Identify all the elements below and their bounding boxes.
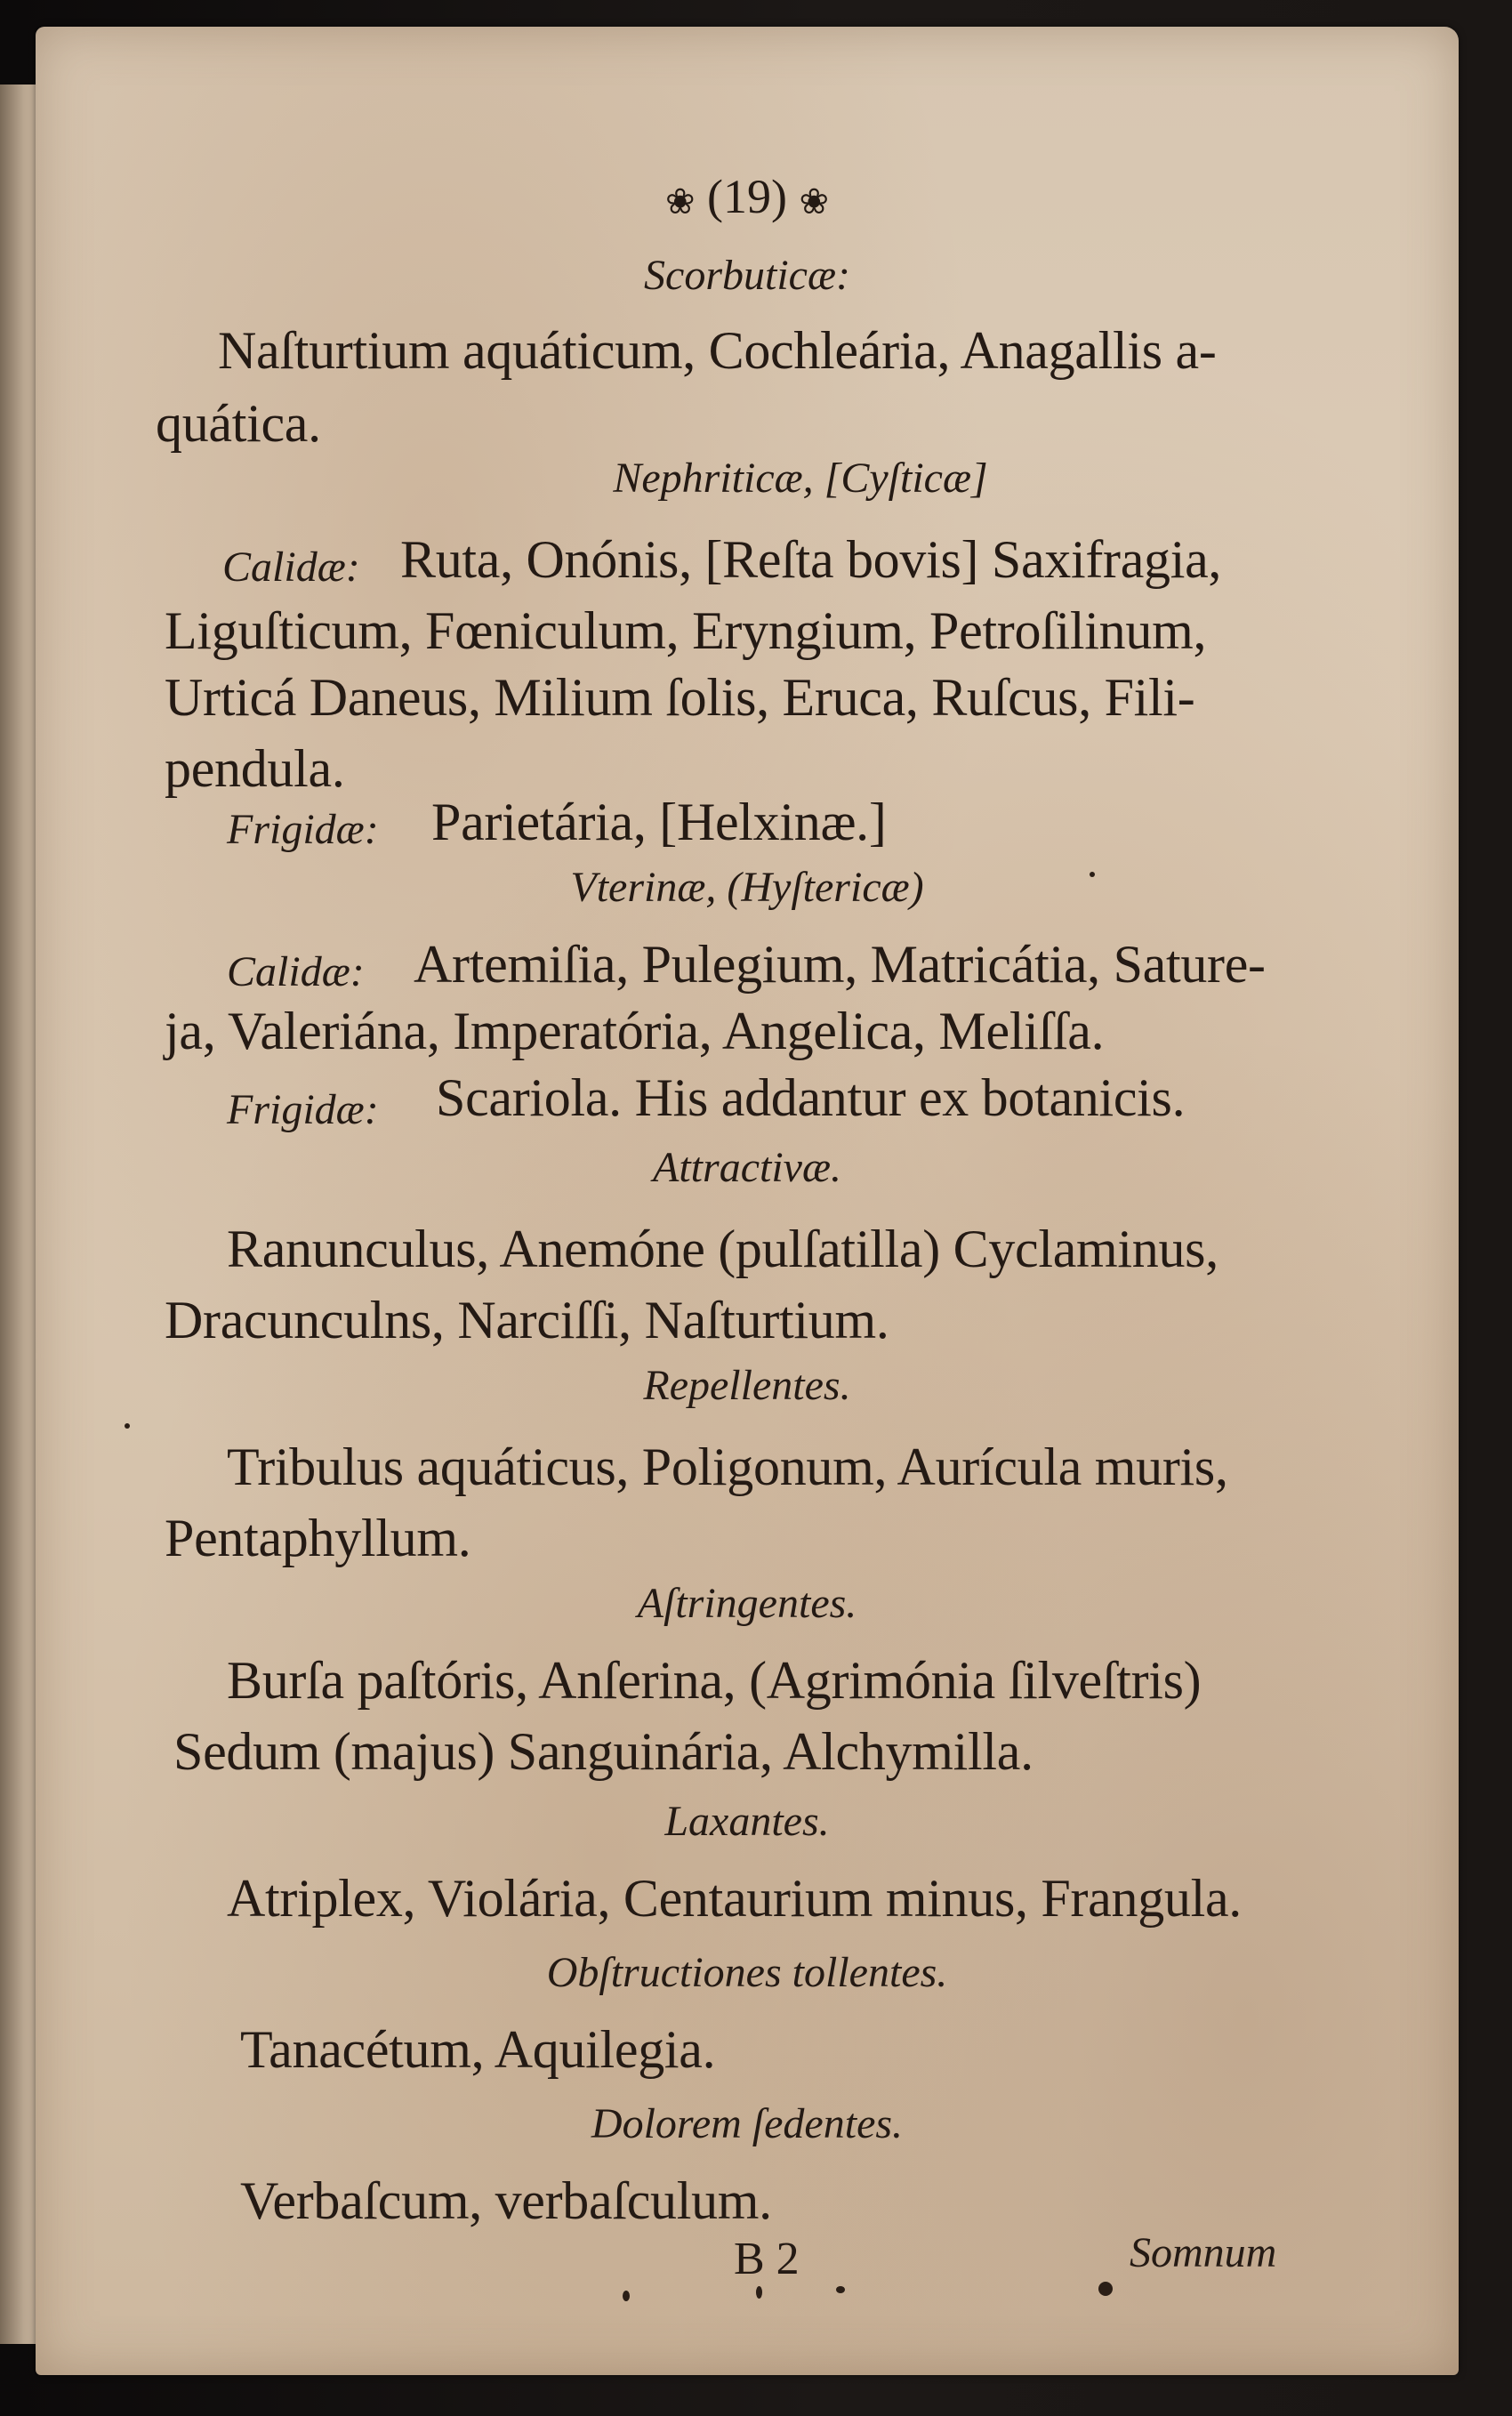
text-line: pendula.	[165, 739, 345, 798]
text-line: Ruta, Onónis, [Reſta bovis] Saxifragia,	[400, 530, 1222, 589]
label-calidae: Calidæ:	[222, 544, 360, 591]
text-line: Tribulus aquáticus, Poligonum, Aurícula muris,	[227, 1438, 1228, 1496]
book-page	[36, 27, 1459, 2375]
ink-speck	[756, 2286, 762, 2299]
text-line: Liguſticum, Fœniculum, Eryngium, Petroſilinum,	[165, 601, 1207, 660]
text-line: Ranunculus, Anemóne (pulſatilla) Cyclaminus,	[227, 1220, 1218, 1278]
ornament-right-icon: ❀	[799, 181, 829, 222]
heading-astringentes: Aſtringentes.	[637, 1580, 857, 1627]
text-line: Parietária, [Helxinæ.]	[431, 793, 887, 851]
text-line: Scariola. His addantur ex botanicis.	[436, 1068, 1186, 1127]
heading-nephriticae: Nephriticæ, [Cyſticæ]	[613, 455, 988, 502]
text-line: Sedum (majus) Sanguinária, Alchymilla.	[173, 1722, 1033, 1781]
ink-speck	[1098, 2282, 1113, 2296]
page-number-line	[36, 169, 1459, 224]
text-line: Urticá Daneus, Milium ſolis, Eruca, Ruſcus, Fili-	[165, 668, 1195, 727]
label-frigidae: Frigidæ:	[227, 1086, 379, 1133]
text-line: Burſa paſtóris, Anſerina, (Agrimónia ſilveſtris)	[227, 1651, 1202, 1710]
ornament-left-icon: ❀	[665, 181, 696, 222]
ink-speck	[623, 2291, 630, 2301]
text-line: Naſturtium aquáticum, Cochleária, Anagallis a-	[218, 321, 1217, 380]
heading-scorbuticae: Scorbuticæ:	[644, 252, 850, 299]
heading-laxantes: Laxantes.	[664, 1798, 830, 1845]
heading-repellentes: Repellentes.	[643, 1362, 851, 1409]
text-line: Tanacétum, Aquilegia.	[240, 2020, 716, 2079]
heading-obstructiones: Obſtructiones tollentes.	[546, 1949, 948, 1996]
text-line: Dracunculns, Narciſſi, Naſturtium.	[165, 1291, 889, 1349]
catchword: Somnum	[1130, 2229, 1277, 2276]
heading-attractivae: Attractivæ.	[653, 1144, 841, 1191]
heading-dolorem: Dolorem ſedentes.	[591, 2100, 904, 2147]
label-frigidae: Frigidæ:	[227, 806, 379, 853]
text-line: Artemiſia, Pulegium, Matricátia, Sature-	[414, 935, 1266, 994]
text-line: Pentaphyllum.	[165, 1509, 471, 1567]
ink-speck	[836, 2286, 845, 2293]
text-line: quática.	[156, 394, 321, 453]
page-number: (19)	[707, 170, 787, 223]
text-line: Atriplex, Violária, Centaurium minus, Frangula.	[227, 1869, 1242, 1928]
ink-speck	[1090, 872, 1095, 877]
ink-speck	[125, 1423, 130, 1429]
text-line: Verbaſcum, verbaſculum.	[240, 2171, 772, 2230]
text-line: ja, Valeriána, Imperatória, Angelica, Meliſſa.	[165, 1002, 1105, 1060]
heading-uterinae: Vterinæ, (Hyſtericæ)	[570, 864, 924, 911]
signature-mark: B 2	[734, 2234, 800, 2284]
label-calidae: Calidæ:	[227, 948, 365, 995]
